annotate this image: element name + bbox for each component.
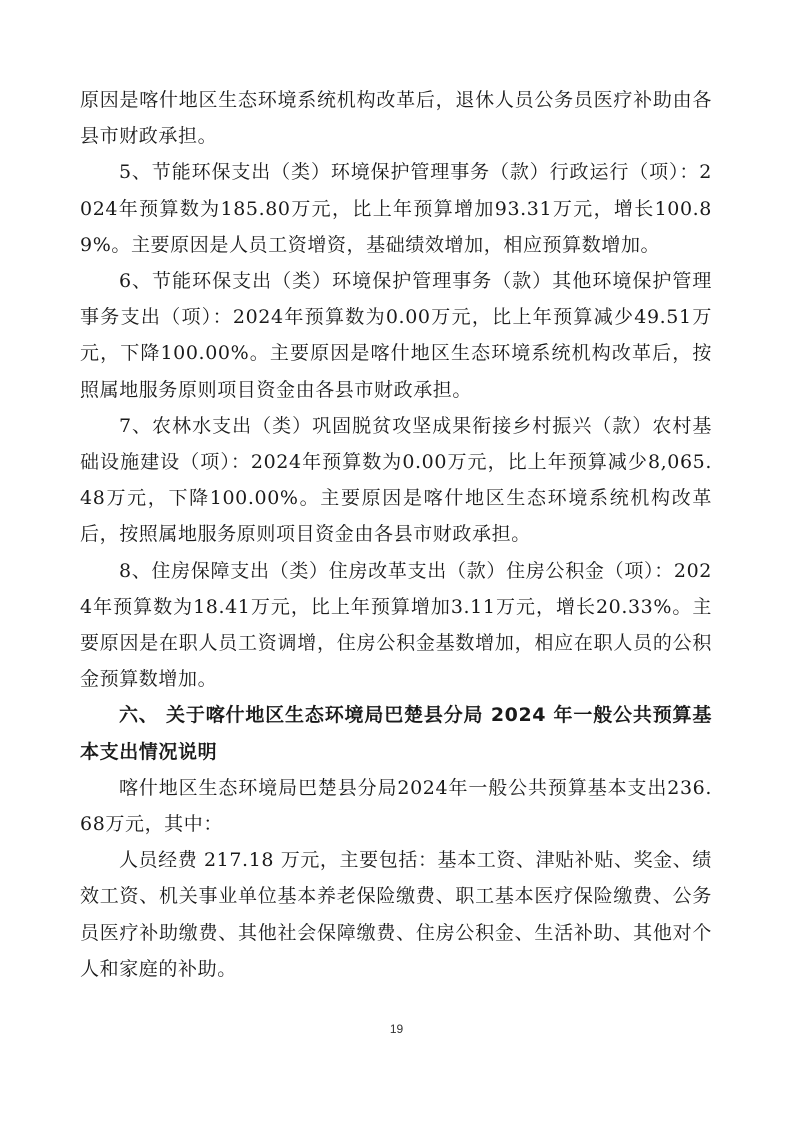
paragraph-item-6: 6、节能环保支出（类）环境保护管理事务（款）其他环境保护管理事务支出（项）：2024年预算数为0.00万元，比上年预算减少49.51万元，下降100.00%。主要原因是喀什地区生态环境系统机构改革后，按照属地服务原则项目资金由各县市财政承担。 (80, 270, 712, 401)
document-body (80, 82, 712, 987)
paragraph-item-7: 7、农林水支出（类）巩固脱贫攻坚成果衔接乡村振兴（款）农村基础设施建设（项）：2024年预算数为0.00万元，比上年预算减少8,065.48万元，下降100.00%。主要原因是喀什地区生态环境系统机构改革后，按照属地服务原则项目资金由各县市财政承担。 (80, 414, 712, 546)
paragraph-item-8: 8、住房保障支出（类）住房改革支出（款）住房公积金（项）：2024年预算数为18.41万元，比上年预算增加3.11万元，增长20.33%。主要原因是在职人员工资调增，住房公积金基数增加，相应在职人员的公积金预算数增加。 (80, 559, 712, 691)
paragraph-item-5: 5、节能环保支出（类）环境保护管理事务（款）行政运行（项）：2024年预算数为185.80万元，比上年预算增加93.31万元，增长100.89%。主要原因是人员工资增资，基础绩效增加，相应预算数增加。 (80, 161, 712, 256)
paragraph-continuation: 原因是喀什地区生态环境系统机构改革后，退休人员公务员医疗补助由各县市财政承担。 (80, 89, 712, 148)
paragraph-personnel-expenses: 人员经费 217.18 万元，主要包括：基本工资、津贴补贴、奖金、绩效工资、机关事业单位基本养老保险缴费、职工基本医疗保险缴费、公务员医疗补助缴费、其他社会保障缴费、住房公积金、生活补助、其他对个人和家庭的补助。 (80, 849, 712, 980)
paragraph-basic-expenditure: 喀什地区生态环境局巴楚县分局2024年一般公共预算基本支出236.68万元，其中： (80, 776, 712, 836)
section-heading: 六、 关于喀什地区生态环境局巴楚县分局 2024 年一般公共预算基本支出情况说明 (80, 704, 712, 763)
page-number: 19 (389, 1022, 404, 1036)
